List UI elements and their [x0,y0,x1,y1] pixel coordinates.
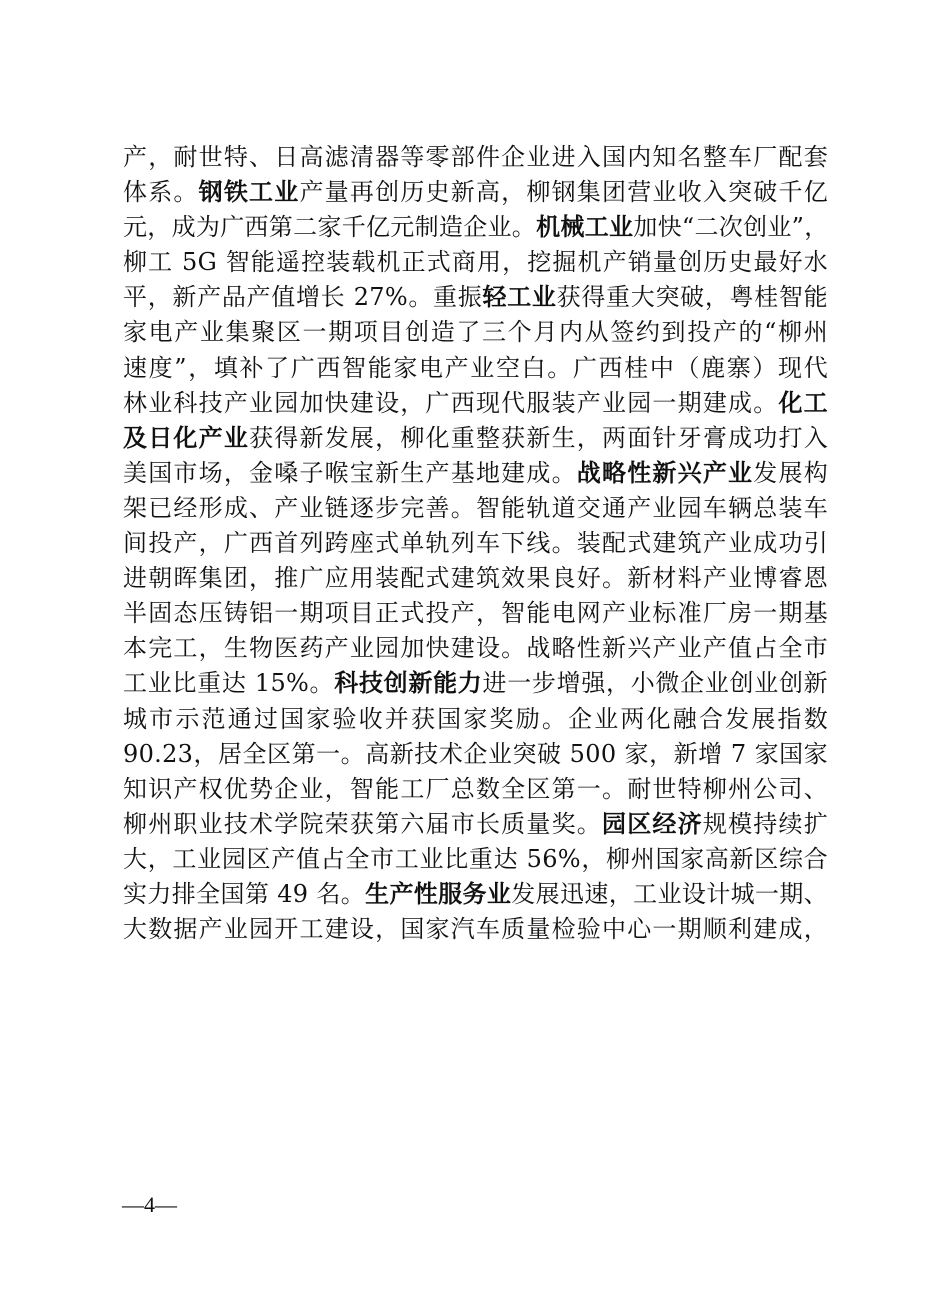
text-run: 体系。 [123,178,199,207]
text-line [123,631,828,666]
page-number: —4— [122,1192,177,1217]
text-run: 元，成为广西第二家千亿元制造企业。 [123,213,537,242]
text-line [123,386,828,421]
text-line [123,912,828,947]
text-line [123,877,828,912]
text-line [123,526,828,561]
text-line [123,456,828,491]
text-line [123,315,828,350]
text-run: 发展迅速，工业设计城一期、 [511,879,828,908]
text-run: 知识产权优势企业，智能工厂总数全区第一。耐世特柳州公司、 [123,774,828,803]
text-line [123,210,828,245]
bold-keyword: 化工 [778,388,828,417]
bold-keyword: 轻工业 [482,283,557,312]
text-run: 产，耐世特、日高滤清器等零部件企业进入国内知名整车厂配套 [123,143,828,171]
text-run: 柳工 5G 智能遥控装载机正式商用，挖掘机产销量创历史最好水 [123,248,828,277]
bold-keyword: 钢铁工业 [198,178,300,207]
text-run: 家电产业集聚区一期项目创造了三个月内从签约到投产的“柳州 [123,318,828,347]
text-run: 获得重大突破，粤桂智能 [556,283,828,312]
bold-keyword: 战略性新兴产业 [576,458,754,487]
text-line [123,421,828,456]
text-line [123,140,828,175]
text-run: 加快“二次创业”， [633,213,829,242]
text-run: 架已经形成、产业链逐步完善。智能轨道交通产业园车辆总装车 [123,493,828,522]
text-run: 速度”，填补了广西智能家电产业空白。广西桂中（鹿寨）现代 [123,353,828,382]
text-run: 间投产，广西首列跨座式单轨列车下线。装配式建筑产业成功引 [123,529,828,558]
text-line [123,280,828,315]
text-run: 城市示范通过国家验收并获国家奖励。企业两化融合发展指数 [123,704,828,733]
text-line [123,666,828,701]
text-line [123,842,828,877]
bold-keyword: 机械工业 [536,213,634,242]
bold-keyword: 生产性服务业 [365,879,512,908]
text-run: 实力排全国第 49 名。 [123,879,366,908]
text-line [123,491,828,526]
text-line [123,702,828,737]
text-line [123,561,828,596]
body-paragraph [123,140,828,947]
text-line [123,596,828,631]
text-run: 获得新发展，柳化重整获新生，两面针牙膏成功打入 [249,423,828,452]
text-run: 90.23，居全区第一。高新技术企业突破 500 家，新增 7 家国家 [123,739,828,768]
text-run: 大数据产业园开工建设，国家汽车质量检验中心一期顺利建成， [123,915,828,944]
bold-keyword: 及日化产业 [123,423,250,452]
text-run: 本完工，生物医药产业园加快建设。战略性新兴产业产值占全市 [123,634,828,663]
text-run: 产量再创历史新高，柳钢集团营业收入突破千亿 [299,178,828,207]
text-run: 发展构 [753,458,829,487]
bold-keyword: 园区经济 [602,809,703,838]
text-run: 林业科技产业园加快建设，广西现代服装产业园一期建成。 [123,388,779,417]
text-run: 柳州职业技术学院荣获第六届市长质量奖。 [123,809,603,838]
text-line [123,351,828,386]
text-run: 规模持续扩 [702,809,829,838]
text-run: 半固态压铸铝一期项目正式投产，智能电网产业标准厂房一期基 [123,599,828,628]
text-line [123,807,828,842]
text-run: 美国市场，金嗓子喉宝新生产基地建成。 [123,458,577,487]
bold-keyword: 科技创新能力 [334,669,483,698]
text-run: 大，工业园区产值占全市工业比重达 56%，柳州国家高新区综合 [123,844,828,873]
text-line [123,175,828,210]
text-line [123,737,828,772]
text-run: 工业比重达 15%。 [123,669,335,698]
text-line [123,772,828,807]
text-run: 进朝晖集团，推广应用装配式建筑效果良好。新材料产业博睿恩 [123,564,828,593]
text-run: 进一步增强，小微企业创业创新 [482,669,828,698]
text-line [123,245,828,280]
text-run: 平，新产品产值增长 27%。重振 [123,283,483,312]
